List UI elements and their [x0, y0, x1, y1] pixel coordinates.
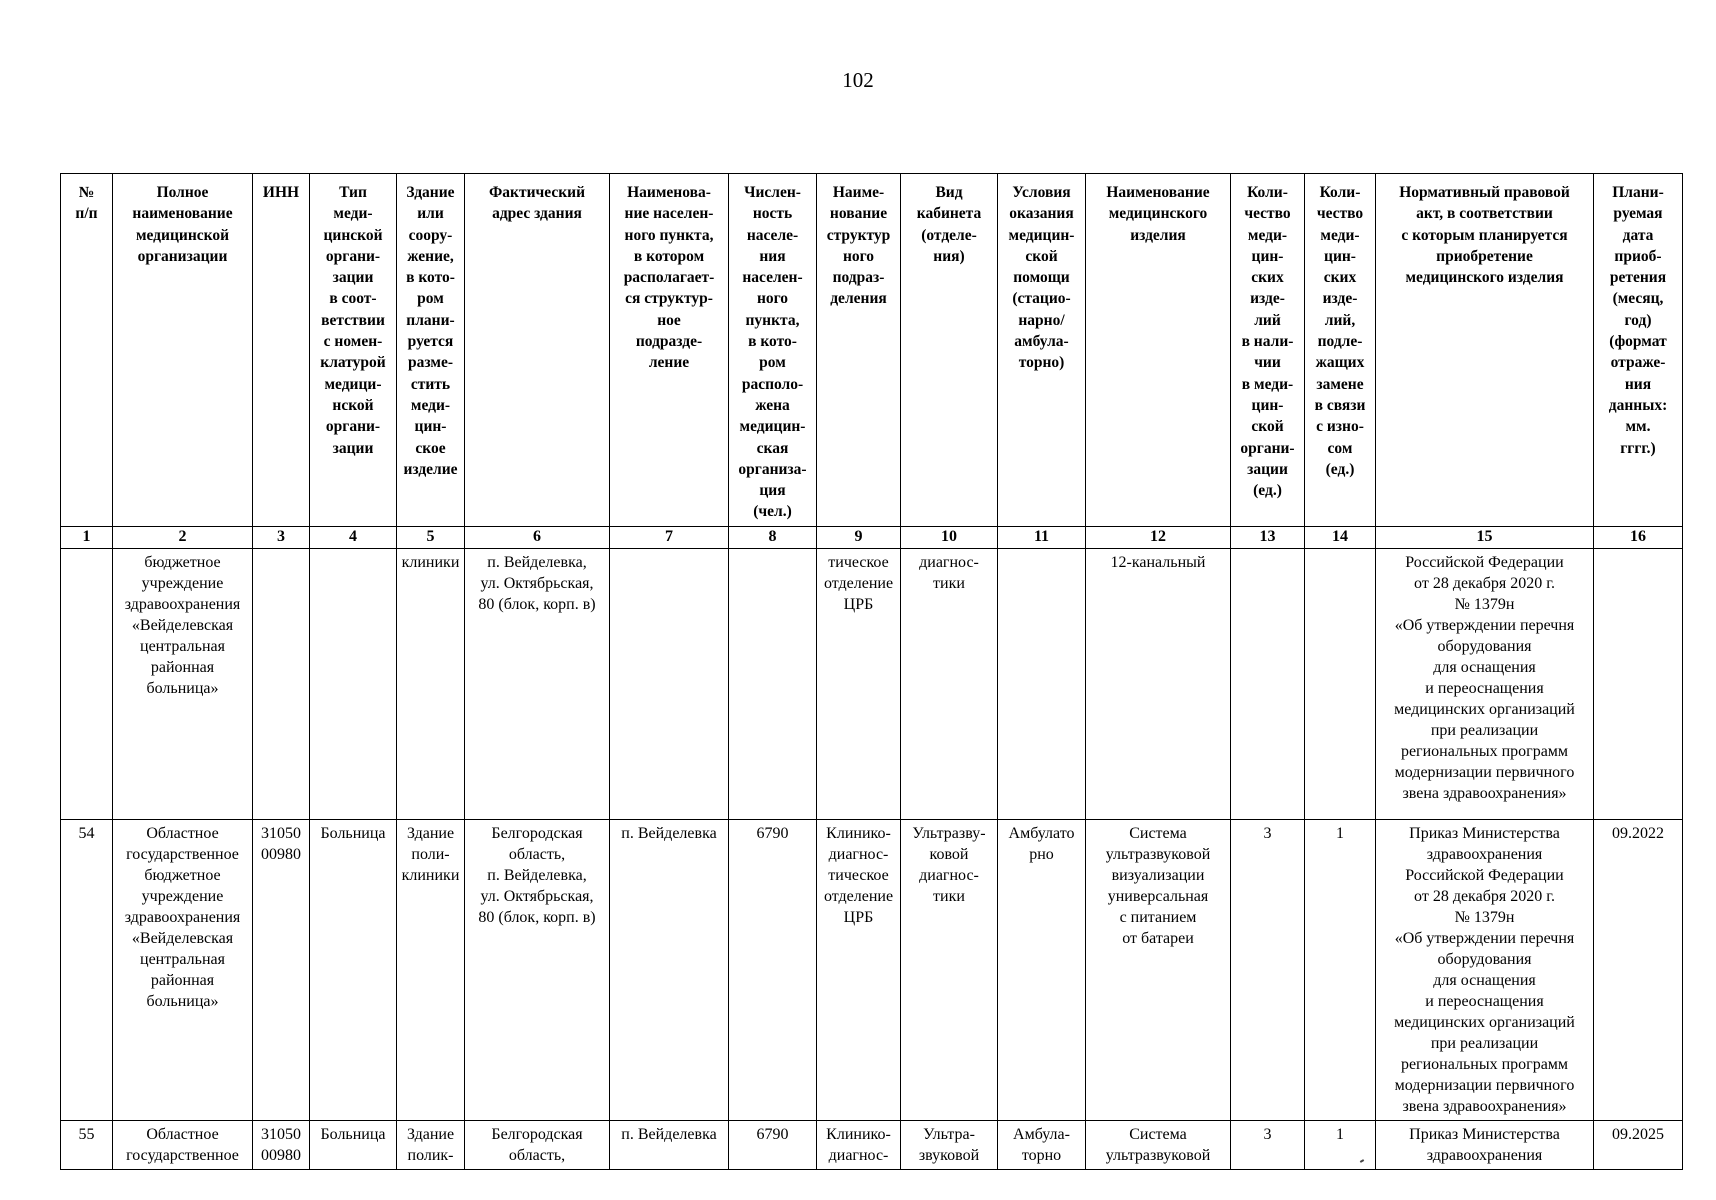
column-number: 8: [729, 526, 817, 548]
table-cell: Амбулато рно: [998, 819, 1086, 1120]
column-number: 16: [1594, 526, 1683, 548]
table-cell: Ультра- звуковой: [901, 1120, 998, 1169]
table-cell: Система ультразвуковой: [1086, 1120, 1231, 1169]
table-cell: Здание поли- клиники: [397, 819, 465, 1120]
table-cell: [253, 548, 310, 819]
table-cell: Больница: [310, 1120, 397, 1169]
header-cell: Тип меди- цинской органи- зации в соот- ветствии с номен- клатурой медици- нской органи- зации: [310, 174, 397, 527]
column-number-row: [61, 526, 1683, 548]
equipment-table: [60, 173, 1683, 1170]
table-cell: Здание полик-: [397, 1120, 465, 1169]
table-cell: 31050 00980: [253, 1120, 310, 1169]
table-cell: [61, 548, 113, 819]
table-cell: Приказ Министерства здравоохранения: [1376, 1120, 1594, 1169]
table-cell: 31050 00980: [253, 819, 310, 1120]
header-cell: Условия оказания медицин- ской помощи (стацио- нарно/ амбула- торно): [998, 174, 1086, 527]
table-row: [61, 548, 1683, 819]
header-cell: Коли- чество меди- цин- ских изде- лий, подле- жащих замене в связи с изно- сом (ед.): [1305, 174, 1376, 527]
column-number: 4: [310, 526, 397, 548]
table-cell: [1594, 548, 1683, 819]
column-number: 10: [901, 526, 998, 548]
table-cell: 09.2022: [1594, 819, 1683, 1120]
header-cell: Плани- руемая дата приоб- ретения (месяц, год) (формат отраже- ния данных: мм. гггг.): [1594, 174, 1683, 527]
table-cell: бюджетное учреждение здравоохранения «Вейделевская центральная районная больница»: [113, 548, 253, 819]
table-cell: 1: [1305, 1120, 1376, 1169]
table-cell: п. Вейделевка: [610, 1120, 729, 1169]
header-cell: Наименование медицинского изделия: [1086, 174, 1231, 527]
table-cell: Больница: [310, 819, 397, 1120]
page-number: 102: [842, 68, 874, 92]
table-cell: п. Вейделевка, ул. Октябрьская, 80 (блок, корп. в): [465, 548, 610, 819]
table-cell: Областное государственное бюджетное учреждение здравоохранения «Вейделевская центральная районная больница»: [113, 819, 253, 1120]
column-number: 11: [998, 526, 1086, 548]
table-cell: 54: [61, 819, 113, 1120]
column-number: 13: [1231, 526, 1305, 548]
table-cell: 6790: [729, 1120, 817, 1169]
column-number: 5: [397, 526, 465, 548]
header-cell: Числен- ность населе- ния населен- ного пункта, в кото- ром располо- жена медицин- ская организа- ция (чел.): [729, 174, 817, 527]
table-cell: 3: [1231, 819, 1305, 1120]
header-cell: Здание или соору- жение, в кото- ром плани- руется разме- стить меди- цин- ское изделие: [397, 174, 465, 527]
table-cell: Приказ Министерства здравоохранения Российской Федерации от 28 декабря 2020 г. № 1379н «Об утверждении перечня оборудования для оснащения и переоснащения медицинских организаций при реализации региональных программ модернизации первичного звена здравоохранения»: [1376, 819, 1594, 1120]
table-cell: 09.2025: [1594, 1120, 1683, 1169]
column-number: 15: [1376, 526, 1594, 548]
table-cell: 12-канальный: [1086, 548, 1231, 819]
table-cell: Областное государственное: [113, 1120, 253, 1169]
column-number: 3: [253, 526, 310, 548]
column-number: 12: [1086, 526, 1231, 548]
table-cell: [1305, 548, 1376, 819]
column-number: 9: [817, 526, 901, 548]
header-cell: Наиме- нование структур ного подраз- деления: [817, 174, 901, 527]
table-row: [61, 819, 1683, 1120]
table-cell: тическое отделение ЦРБ: [817, 548, 901, 819]
table-cell: [729, 548, 817, 819]
table-cell: Клинико- диагнос-: [817, 1120, 901, 1169]
table-cell: [610, 548, 729, 819]
column-number: 6: [465, 526, 610, 548]
column-number: 7: [610, 526, 729, 548]
table-cell: Ультразву- ковой диагнос- тики: [901, 819, 998, 1120]
table-cell: Российской Федерации от 28 декабря 2020 г. № 1379н «Об утверждении перечня оборудования для оснащения и переоснащения медицинских организаций при реализации региональных программ модернизации первичного звена здравоохранения»: [1376, 548, 1594, 819]
table-cell: клиники: [397, 548, 465, 819]
header-cell: Полное наименование медицинской организации: [113, 174, 253, 527]
table-cell: диагнос- тики: [901, 548, 998, 819]
table-cell: Клинико- диагнос- тическое отделение ЦРБ: [817, 819, 901, 1120]
header-cell: ИНН: [253, 174, 310, 527]
header-cell: Нормативный правовой акт, в соответствии с которым планируется приобретение медицинского изделия: [1376, 174, 1594, 527]
header-cell: Фактический адрес здания: [465, 174, 610, 527]
table-cell: Система ультразвуковой визуализации универсальная с питанием от батареи: [1086, 819, 1231, 1120]
table-cell: [1231, 548, 1305, 819]
table-cell: 3: [1231, 1120, 1305, 1169]
table-cell: Амбула- торно: [998, 1120, 1086, 1169]
header-cell: Коли- чество меди- цин- ских изде- лий в нали- чии в меди- цин- ской органи- зации (ед.): [1231, 174, 1305, 527]
table-row: [61, 1120, 1683, 1169]
table-cell: 55: [61, 1120, 113, 1169]
table-cell: [310, 548, 397, 819]
column-number: 14: [1305, 526, 1376, 548]
header-cell: Вид кабинета (отделе- ния): [901, 174, 998, 527]
header-cell: № п/п: [61, 174, 113, 527]
header-cell: Наименова- ние населен- ного пункта, в котором располагает- ся структур- ное подразде- ление: [610, 174, 729, 527]
table-cell: 6790: [729, 819, 817, 1120]
table-header-row: [61, 174, 1683, 527]
table-cell: 1: [1305, 819, 1376, 1120]
table-cell: [998, 548, 1086, 819]
table-cell: Белгородская область, п. Вейделевка, ул. Октябрьская, 80 (блок, корп. в): [465, 819, 610, 1120]
table-cell: Белгородская область,: [465, 1120, 610, 1169]
column-number: 1: [61, 526, 113, 548]
table-cell: п. Вейделевка: [610, 819, 729, 1120]
column-number: 2: [113, 526, 253, 548]
